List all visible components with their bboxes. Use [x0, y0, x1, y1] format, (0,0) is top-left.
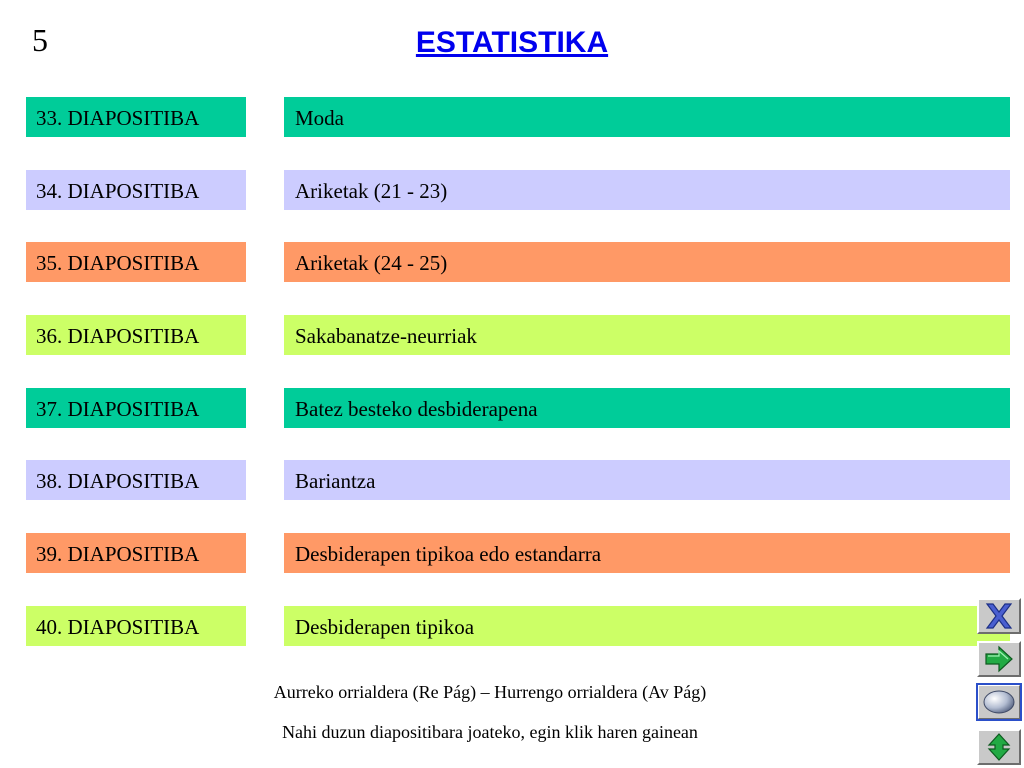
topic-link[interactable]: Ariketak (21 - 23): [284, 170, 1010, 210]
up-down-arrow-icon: [979, 731, 1019, 763]
list-item: [0, 97, 1024, 137]
list-item: [0, 315, 1024, 355]
next-slide-button[interactable]: [977, 641, 1021, 677]
navigation-hint: Aurreko orrialdera (Re Pág) – Hurrengo orrialdera (Av Pág): [273, 682, 707, 702]
slide-link[interactable]: 38. DIAPOSITIBA: [26, 460, 246, 500]
slide-link[interactable]: 36. DIAPOSITIBA: [26, 315, 246, 355]
scroll-up-down-button[interactable]: [977, 729, 1021, 765]
list-item: [0, 388, 1024, 428]
page-title[interactable]: ESTATISTIKA: [415, 26, 609, 59]
list-item: [0, 533, 1024, 573]
topic-link[interactable]: Moda: [284, 97, 1010, 137]
page-number: 5: [32, 22, 48, 58]
slide-link[interactable]: 35. DIAPOSITIBA: [26, 242, 246, 282]
slide-link[interactable]: 40. DIAPOSITIBA: [26, 606, 246, 646]
list-item: [0, 606, 1024, 646]
slide-link[interactable]: 37. DIAPOSITIBA: [26, 388, 246, 428]
list-item: [0, 460, 1024, 500]
topic-link[interactable]: Desbiderapen tipikoa: [284, 606, 1010, 646]
close-x-icon: [979, 600, 1019, 632]
topic-link[interactable]: Ariketak (24 - 25): [284, 242, 1010, 282]
topic-link[interactable]: Bariantza: [284, 460, 1010, 500]
slide-link[interactable]: 39. DIAPOSITIBA: [26, 533, 246, 573]
list-item: [0, 170, 1024, 210]
slide-link[interactable]: 34. DIAPOSITIBA: [26, 170, 246, 210]
click-instruction: Nahi duzun diapositibara joateko, egin klik haren gainean: [282, 722, 698, 742]
forward-arrow-icon: [979, 643, 1019, 675]
slide-link[interactable]: 33. DIAPOSITIBA: [26, 97, 246, 137]
close-button[interactable]: [977, 598, 1021, 634]
list-item: [0, 242, 1024, 282]
home-oval-icon: [979, 686, 1019, 718]
home-button[interactable]: [977, 684, 1021, 720]
topic-link[interactable]: Sakabanatze-neurriak: [284, 315, 1010, 355]
topic-link[interactable]: Desbiderapen tipikoa edo estandarra: [284, 533, 1010, 573]
topic-link[interactable]: Batez besteko desbiderapena: [284, 388, 1010, 428]
